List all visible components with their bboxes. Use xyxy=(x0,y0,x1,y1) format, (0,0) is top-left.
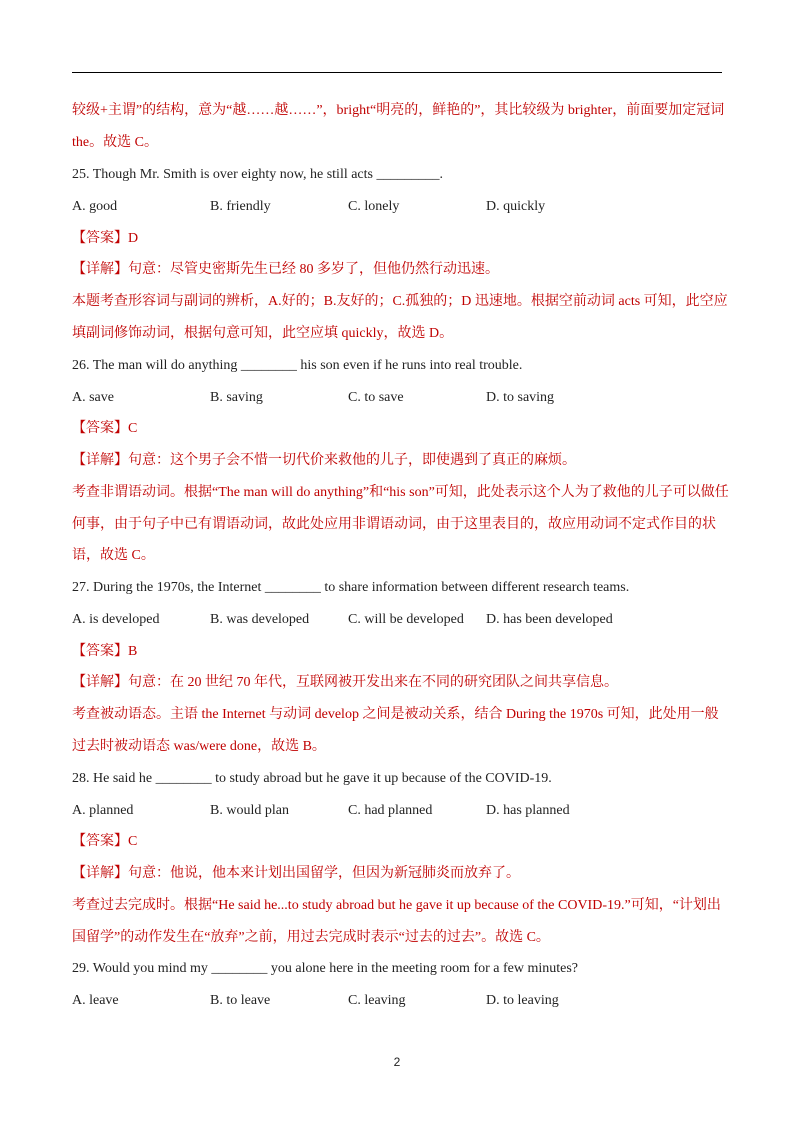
option-a: A. is developed xyxy=(72,612,160,627)
option-d: D. to saving xyxy=(486,390,555,405)
question-26-detail: 【详解】句意：这个男子会不惜一切代价来救他的儿子，即使遇到了真正的麻烦。 xyxy=(72,453,576,468)
question-28-detail: 【详解】句意：他说，他本来计划出国留学，但因为新冠肺炎而放弃了。 xyxy=(72,866,520,881)
intro-line: 较级+主谓”的结构，意为“越……越……”，bright“明亮的，鲜艳的”，其比较级为 brighter，前面要加定冠词 xyxy=(72,103,725,118)
option-c: C. lonely xyxy=(348,199,400,214)
question-27-options xyxy=(72,611,732,629)
question-25-stem: 25. Though Mr. Smith is over eighty now, he still acts _________. xyxy=(72,167,443,182)
question-26-detail: 语，故选 C。 xyxy=(72,548,155,563)
intro-line: the。故选 C。 xyxy=(72,135,158,150)
question-26-answer: 【答案】C xyxy=(72,421,138,436)
question-27-detail: 【详解】句意：在 20 世纪 70 年代，互联网被开发出来在不同的研究团队之间共享信息。 xyxy=(72,675,618,690)
question-28-detail: 国留学”的动作发生在“放弃”之前，用过去完成时表示“过去的过去”。故选 C。 xyxy=(72,930,550,945)
option-b: B. to leave xyxy=(210,993,271,1008)
question-25-detail: 填副词修饰动词，根据句意可知，此空应填 quickly，故选 D。 xyxy=(72,326,454,341)
question-25-answer: 【答案】D xyxy=(72,231,139,246)
question-27-detail: 考查被动语态。主语 the Internet 与动词 develop 之间是被动关系，结合 During the 1970s 可知，此处用一般 xyxy=(72,707,719,722)
question-28-detail: 考查过去完成时。根据“He said he...to study abroad but he gave it up because of the COVID-19.”可知，“计划出 xyxy=(72,898,721,913)
page-number: 2 xyxy=(393,1055,401,1069)
question-27-detail: 过去时被动语态 was/were done，故选 B。 xyxy=(72,739,326,754)
question-28-stem: 28. He said he ________ to study abroad but he gave it up because of the COVID-19. xyxy=(72,771,552,786)
option-b: B. would plan xyxy=(210,803,289,818)
question-26-detail: 考查非谓语动词。根据“The man will do anything”和“his son”可知，此处表示这个人为了救他的儿子可以做任 xyxy=(72,485,729,500)
option-a: A. planned xyxy=(72,803,134,818)
question-26-options xyxy=(72,389,732,407)
question-29-options xyxy=(72,992,732,1010)
question-25-detail: 本题考查形容词与副词的辨析，A.好的；B.友好的；C.孤独的；D 迅速地。根据空前动词 acts 可知，此空应 xyxy=(72,294,728,309)
question-28-answer: 【答案】C xyxy=(72,834,138,849)
question-25-options xyxy=(72,198,732,216)
option-d: D. has planned xyxy=(486,803,570,818)
option-d: D. has been developed xyxy=(486,612,613,627)
question-28-options xyxy=(72,802,732,820)
question-26-detail: 何事，由于句子中已有谓语动词，故此处应用非谓语动词，由于这里表目的，故应用动词不定式作目的状 xyxy=(72,517,716,532)
option-a: A. leave xyxy=(72,993,119,1008)
question-29-stem: 29. Would you mind my ________ you alone here in the meeting room for a few minutes? xyxy=(72,961,579,976)
option-d: D. quickly xyxy=(486,199,546,214)
question-25-detail: 【详解】句意：尽管史密斯先生已经 80 多岁了，但他仍然行动迅速。 xyxy=(72,262,499,277)
option-b: B. friendly xyxy=(210,199,271,214)
option-c: C. leaving xyxy=(348,993,406,1008)
option-c: C. will be developed xyxy=(348,612,464,627)
option-c: C. to save xyxy=(348,390,404,405)
option-a: A. save xyxy=(72,390,114,405)
option-b: B. was developed xyxy=(210,612,310,627)
option-a: A. good xyxy=(72,199,118,214)
option-c: C. had planned xyxy=(348,803,433,818)
option-d: D. to leaving xyxy=(486,993,559,1008)
option-b: B. saving xyxy=(210,390,263,405)
question-26-stem: 26. The man will do anything ________ his son even if he runs into real trouble. xyxy=(72,358,523,373)
question-27-answer: 【答案】B xyxy=(72,644,138,659)
header-rule xyxy=(72,72,722,73)
question-27-stem: 27. During the 1970s, the Internet ________ to share information between different research teams. xyxy=(72,580,630,595)
